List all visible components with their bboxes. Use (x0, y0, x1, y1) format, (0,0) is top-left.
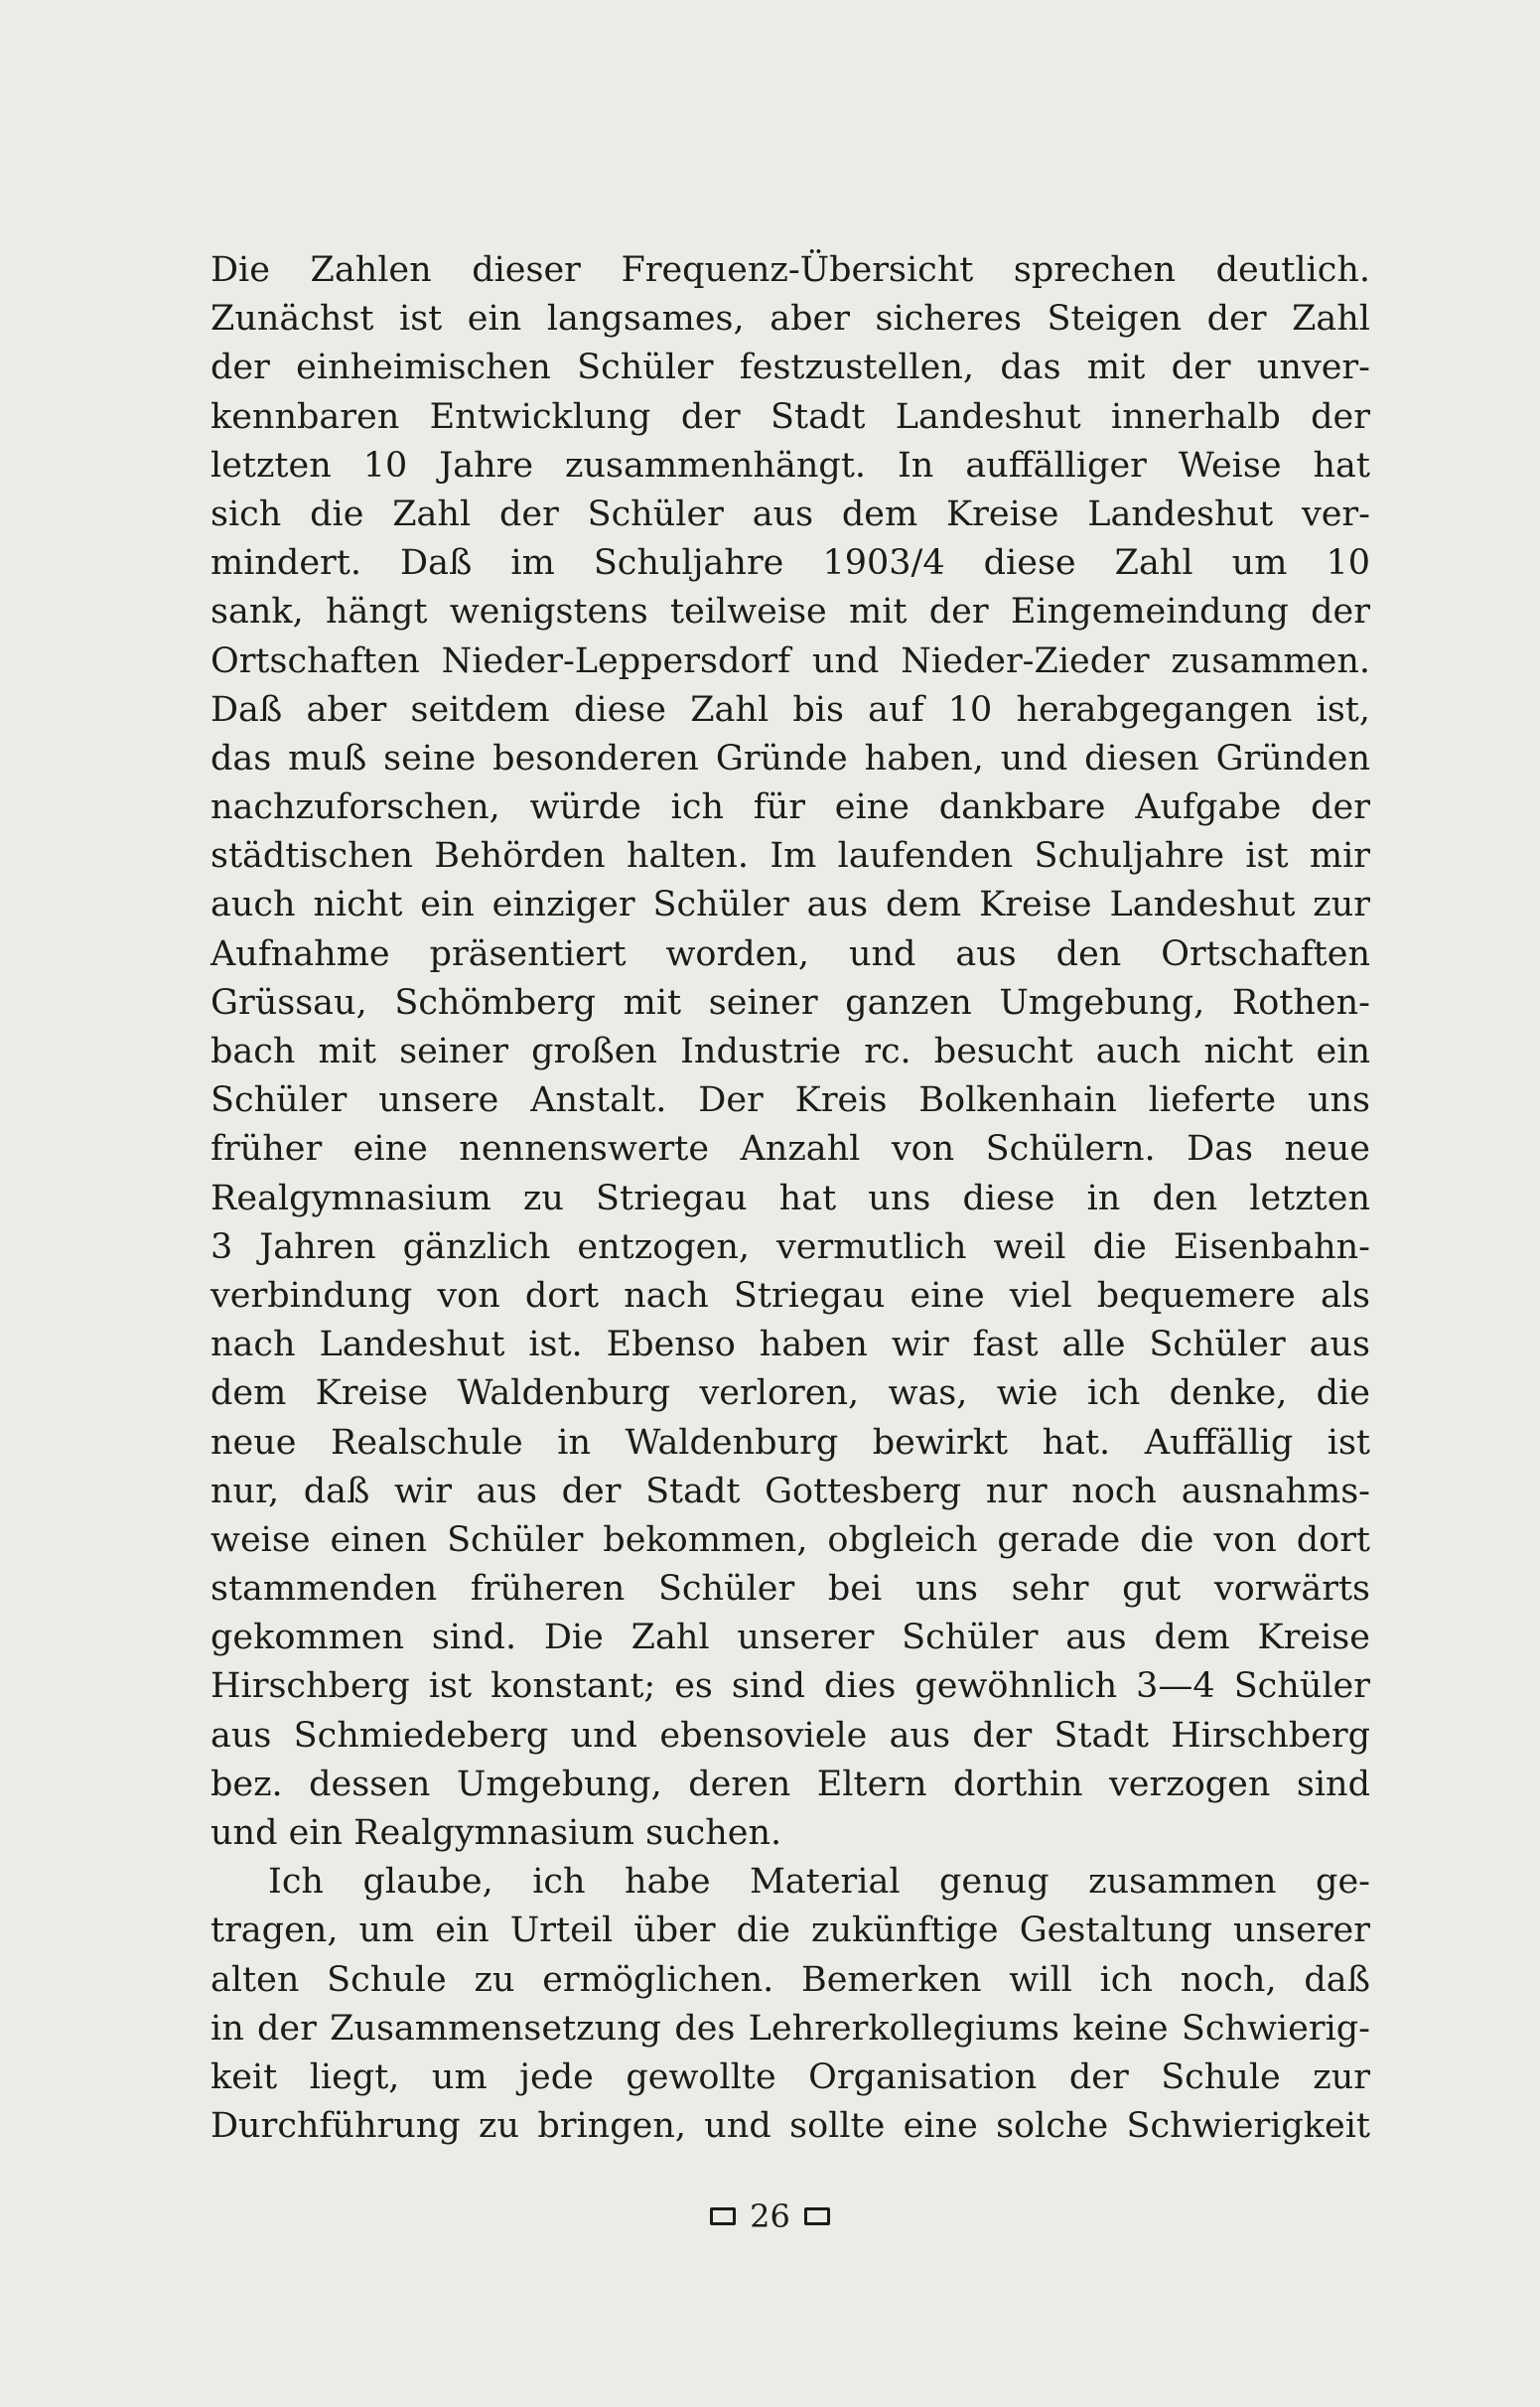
text-line: Die Zahlen dieser Frequenz-Übersicht sprechen deutlich. (210, 250, 1370, 290)
text-line: bach mit seiner großen Industrie rc. besucht auch nicht ein (210, 1032, 1370, 1071)
text-line: sich die Zahl der Schüler aus dem Kreise Landeshut ver- (210, 494, 1370, 534)
page-number: 26 (750, 2197, 790, 2235)
page-footer (0, 2195, 1540, 2238)
text-line: Ortschaften Nieder-Leppersdorf und Nieder-Zieder zusammen. (210, 640, 1370, 681)
text-line: das muß seine besonderen Gründe haben, und diesen Gründen (210, 738, 1370, 779)
text-line: dem Kreise Waldenburg verloren, was, wie ich denke, die (210, 1373, 1370, 1414)
text-line: städtischen Behörden halten. Im laufenden Schuljahre ist mir (210, 836, 1370, 877)
text-line: verbindung von dort nach Striegau eine viel bequemere als (210, 1275, 1370, 1316)
text-line: früher eine nennenswerte Anzahl von Schülern. Das neue (210, 1129, 1370, 1170)
text-line: aus Schmiedeberg und ebensoviele aus der Stadt Hirschberg (210, 1715, 1370, 1756)
text-line: stammenden früheren Schüler bei uns sehr gut vorwärts (210, 1569, 1370, 1610)
text-line: neue Realschule in Waldenburg bewirkt hat. Auffällig ist (210, 1422, 1370, 1463)
text-line: Durchführung zu bringen, und sollte eine solche Schwierigkeit (210, 2106, 1370, 2147)
text-line: alten Schule zu ermöglichen. Bemerken will ich noch, daß (210, 1959, 1370, 2000)
text-line: Grüssau, Schömberg mit seiner ganzen Umgebung, Rothen- (210, 982, 1370, 1023)
text-line: Daß aber seitdem diese Zahl bis auf 10 herabgegangen ist, (210, 689, 1370, 730)
text-line: bez. dessen Umgebung, deren Eltern dorthin verzogen sind (210, 1764, 1370, 1804)
text-line: Zunächst ist ein langsames, aber sicheres Steigen der Zahl (210, 299, 1370, 340)
text-line: Hirschberg ist konstant; es sind dies gewöhnlich 3—4 Schüler (210, 1666, 1370, 1707)
text-line: Realgymnasium zu Striegau hat uns diese in den letzten (210, 1178, 1370, 1218)
text-line: Aufnahme präsentiert worden, und aus den Ortschaften (210, 933, 1370, 974)
text-line: auch nicht ein einziger Schüler aus dem Kreise Landeshut zur (210, 885, 1370, 925)
body-text (210, 246, 1370, 2151)
text-line: und ein Realgymnasium suchen. (210, 1813, 782, 1853)
text-line: 3 Jahren gänzlich entzogen, vermutlich weil die Eisenbahn- (210, 1226, 1370, 1267)
box-ornament-right-icon (804, 2207, 830, 2225)
text-line: tragen, um ein Urteil über die zukünftige Gestaltung unserer (210, 1911, 1370, 1951)
text-line: weise einen Schüler bekommen, obgleich gerade die von dort (210, 1519, 1370, 1560)
box-ornament-left-icon (710, 2207, 736, 2225)
text-line: nur, daß wir aus der Stadt Gottesberg nur noch ausnahms- (210, 1471, 1370, 1511)
text-line: sank, hängt wenigstens teilweise mit der Eingemeindung der (210, 592, 1370, 633)
text-line: kennbaren Entwicklung der Stadt Landeshut innerhalb der (210, 396, 1370, 437)
text-line: Schüler unsere Anstalt. Der Kreis Bolkenhain lieferte uns (210, 1080, 1370, 1121)
text-line: nach Landeshut ist. Ebenso haben wir fast alle Schüler aus (210, 1325, 1370, 1365)
text-line: nachzuforschen, würde ich für eine dankbare Aufgabe der (210, 787, 1370, 828)
text-line: Ich glaube, ich habe Material genug zusammen ge- (268, 1862, 1370, 1903)
text-line: mindert. Daß im Schuljahre 1903/4 diese Zahl um 10 (210, 543, 1370, 584)
text-line: keit liegt, um jede gewollte Organisation der Schule zur (210, 2056, 1370, 2097)
text-line: letzten 10 Jahre zusammenhängt. In auffälliger Weise hat (210, 445, 1370, 486)
text-line: in der Zusammensetzung des Lehrerkollegiums keine Schwierig- (210, 2008, 1370, 2049)
text-line: gekommen sind. Die Zahl unserer Schüler aus dem Kreise (210, 1618, 1370, 1658)
text-line: der einheimischen Schüler festzustellen, das mit der unver- (210, 348, 1370, 388)
